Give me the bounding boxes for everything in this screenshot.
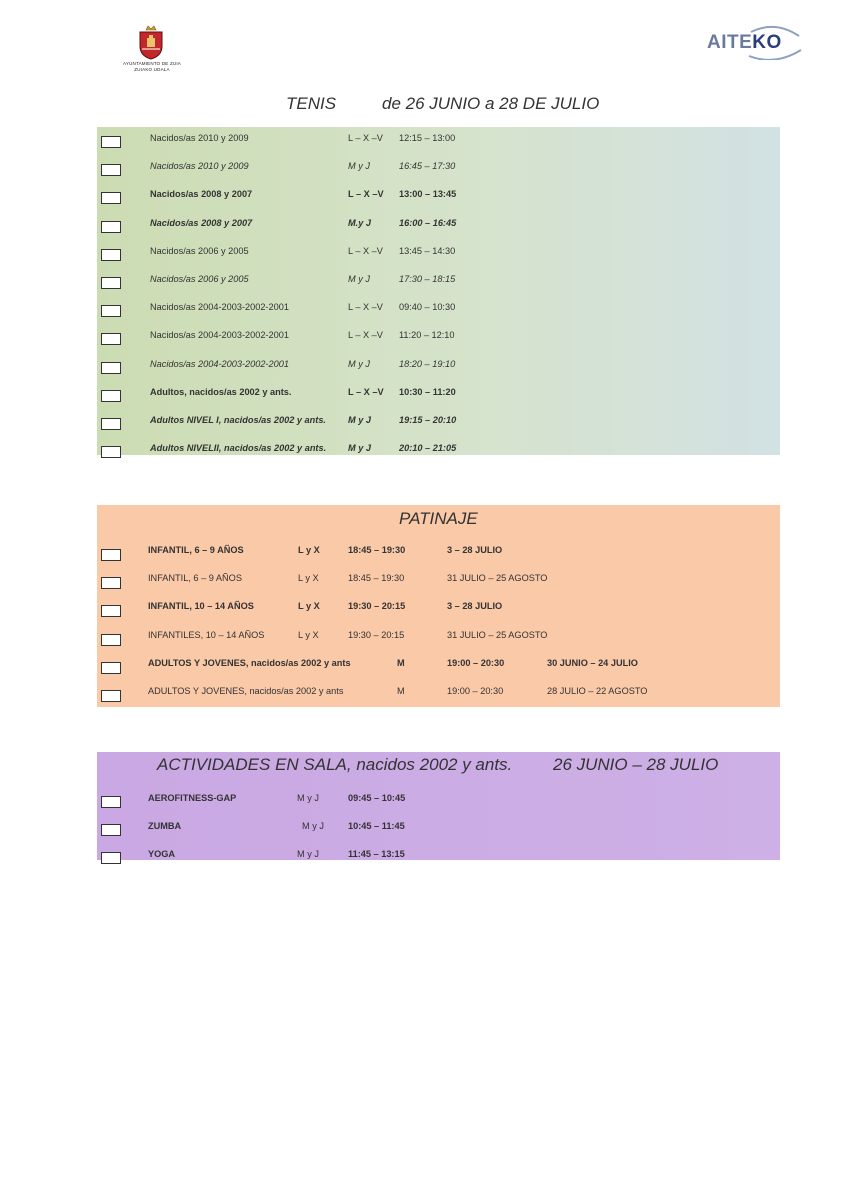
row-time: 18:20 – 19:10	[399, 358, 456, 369]
enroll-checkbox[interactable]	[101, 824, 121, 836]
row-days: M	[397, 657, 405, 668]
enroll-checkbox[interactable]	[101, 249, 121, 261]
row-group: Nacidos/as 2004-2003-2002-2001	[150, 330, 289, 341]
enroll-checkbox[interactable]	[101, 577, 121, 589]
row-group: Nacidos/as 2010 y 2009	[150, 133, 249, 143]
row-days: L y X	[298, 629, 319, 640]
row-time: 19:30 – 20:15	[348, 601, 406, 612]
enroll-checkbox[interactable]	[101, 690, 121, 702]
enroll-checkbox[interactable]	[101, 277, 121, 289]
enroll-checkbox[interactable]	[101, 221, 121, 233]
row-days: M y J	[348, 443, 371, 454]
row-days: L – X –V	[348, 245, 383, 256]
row-group: INFANTIL, 6 – 9 AÑOS	[148, 545, 244, 555]
enroll-checkbox[interactable]	[101, 446, 121, 458]
row-group: Nacidos/as 2008 y 2007	[150, 189, 253, 200]
enroll-checkbox[interactable]	[101, 333, 121, 345]
row-group: Nacidos/as 2004-2003-2002-2001	[150, 302, 289, 313]
tenis-panel	[97, 127, 780, 455]
enroll-checkbox[interactable]	[101, 418, 121, 430]
enroll-checkbox[interactable]	[101, 634, 121, 646]
row-group: Nacidos/as 2006 y 2005	[150, 274, 249, 284]
tenis-title: TENIS	[286, 94, 337, 113]
aiteko-logo-prefix: AITE	[707, 32, 753, 53]
row-time: 16:00 – 16:45	[399, 217, 457, 228]
row-days: M y J	[348, 415, 371, 425]
enroll-checkbox[interactable]	[101, 796, 121, 808]
row-time: 12:15 – 13:00	[399, 133, 456, 143]
enroll-checkbox[interactable]	[101, 136, 121, 148]
row-days: L – X –V	[348, 302, 383, 313]
enroll-checkbox[interactable]	[101, 605, 121, 617]
row-group: Nacidos/as 2006 y 2005	[150, 245, 249, 256]
row-time: 18:45 – 19:30	[348, 573, 405, 584]
patinaje-title: PATINAJE	[399, 509, 478, 528]
row-time: 19:00 – 20:30	[447, 657, 505, 668]
row-days: M y J	[297, 793, 319, 803]
row-time: 19:15 – 20:10	[399, 415, 457, 425]
row-days: L – X –V	[348, 189, 384, 200]
tenis-period: de 26 JUNIO a 28 DE JULIO	[382, 94, 600, 113]
row-period: 31 JULIO – 25 AGOSTO	[447, 573, 548, 584]
enroll-checkbox[interactable]	[101, 852, 121, 864]
row-period: 31 JULIO – 25 AGOSTO	[447, 629, 548, 640]
row-days: M y J	[302, 821, 324, 831]
row-time: 11:20 – 12:10	[399, 330, 455, 341]
row-time: 20:10 – 21:05	[399, 443, 457, 454]
row-period: 3 – 28 JULIO	[447, 601, 503, 612]
enroll-checkbox[interactable]	[101, 192, 121, 204]
row-group: ADULTOS Y JOVENES, nacidos/as 2002 y ants	[148, 686, 344, 696]
row-time: 13:45 – 14:30	[399, 245, 456, 256]
row-time: 10:45 – 11:45	[348, 821, 405, 831]
row-time: 16:45 – 17:30	[399, 161, 456, 172]
row-period: 28 JULIO – 22 AGOSTO	[547, 686, 648, 696]
enroll-checkbox[interactable]	[101, 362, 121, 374]
row-time: 18:45 – 19:30	[348, 545, 406, 555]
row-days: L – X –V	[348, 330, 383, 341]
row-days: M	[397, 686, 405, 696]
row-days: L y X	[298, 601, 320, 612]
row-group: Nacidos/as 2004-2003-2002-2001	[150, 358, 289, 369]
enroll-checkbox[interactable]	[101, 390, 121, 402]
row-days: M.y J	[348, 217, 371, 228]
row-group: ADULTOS Y JOVENES, nacidos/as 2002 y ants	[148, 657, 351, 668]
aiteko-swoosh-icon	[745, 24, 803, 60]
row-group: INFANTILES, 10 – 14 AÑOS	[148, 629, 265, 640]
enroll-checkbox[interactable]	[101, 305, 121, 317]
row-time: 09:40 – 10:30	[399, 302, 456, 313]
sala-title: ACTIVIDADES EN SALA, nacidos 2002 y ants.	[157, 755, 513, 774]
row-period: 3 – 28 JULIO	[447, 545, 503, 555]
row-days: M y J	[348, 358, 370, 369]
row-days: L – X –V	[348, 133, 383, 143]
row-group: Adultos, nacidos/as 2002 y ants.	[150, 386, 292, 397]
row-group: Nacidos/as 2008 y 2007	[150, 217, 253, 228]
enroll-checkbox[interactable]	[101, 662, 121, 674]
sala-period: 26 JUNIO – 28 JULIO	[553, 755, 719, 774]
row-time: 09:45 – 10:45	[348, 793, 406, 803]
row-group: INFANTIL, 6 – 9 AÑOS	[148, 573, 242, 584]
row-days: L – X –V	[348, 386, 384, 397]
council-name-eu: ZUIAKO UDALA	[134, 67, 170, 72]
enroll-checkbox[interactable]	[101, 549, 121, 561]
row-period: 30 JUNIO – 24 JULIO	[547, 657, 638, 668]
row-activity: ZUMBA	[148, 821, 182, 831]
row-days: M y J	[348, 274, 370, 284]
row-group: Nacidos/as 2010 y 2009	[150, 161, 249, 172]
row-time: 19:00 – 20:30	[447, 686, 504, 696]
row-time: 13:00 – 13:45	[399, 189, 457, 200]
row-activity: AEROFITNESS-GAP	[148, 793, 237, 803]
row-group: Adultos NIVEL I, nacidos/as 2002 y ants.	[150, 415, 326, 425]
row-days: M y J	[348, 161, 370, 172]
council-crest-icon	[136, 24, 166, 60]
row-time: 19:30 – 20:15	[348, 629, 405, 640]
row-group: Adultos NIVELII, nacidos/as 2002 y ants.	[150, 443, 327, 454]
row-group: INFANTIL, 10 – 14 AÑOS	[148, 601, 254, 612]
aiteko-logo-suffix: KO	[752, 32, 782, 53]
row-activity: YOGA	[148, 849, 176, 859]
row-days: L y X	[298, 545, 320, 555]
enroll-checkbox[interactable]	[101, 164, 121, 176]
row-time: 17:30 – 18:15	[399, 274, 456, 284]
row-days: L y X	[298, 573, 319, 584]
council-name-es: AYUNTAMIENTO DE ZUIA	[122, 61, 181, 66]
row-time: 10:30 – 11:20	[399, 386, 456, 397]
row-days: M y J	[297, 849, 319, 859]
row-time: 11:45 – 13:15	[348, 849, 405, 859]
